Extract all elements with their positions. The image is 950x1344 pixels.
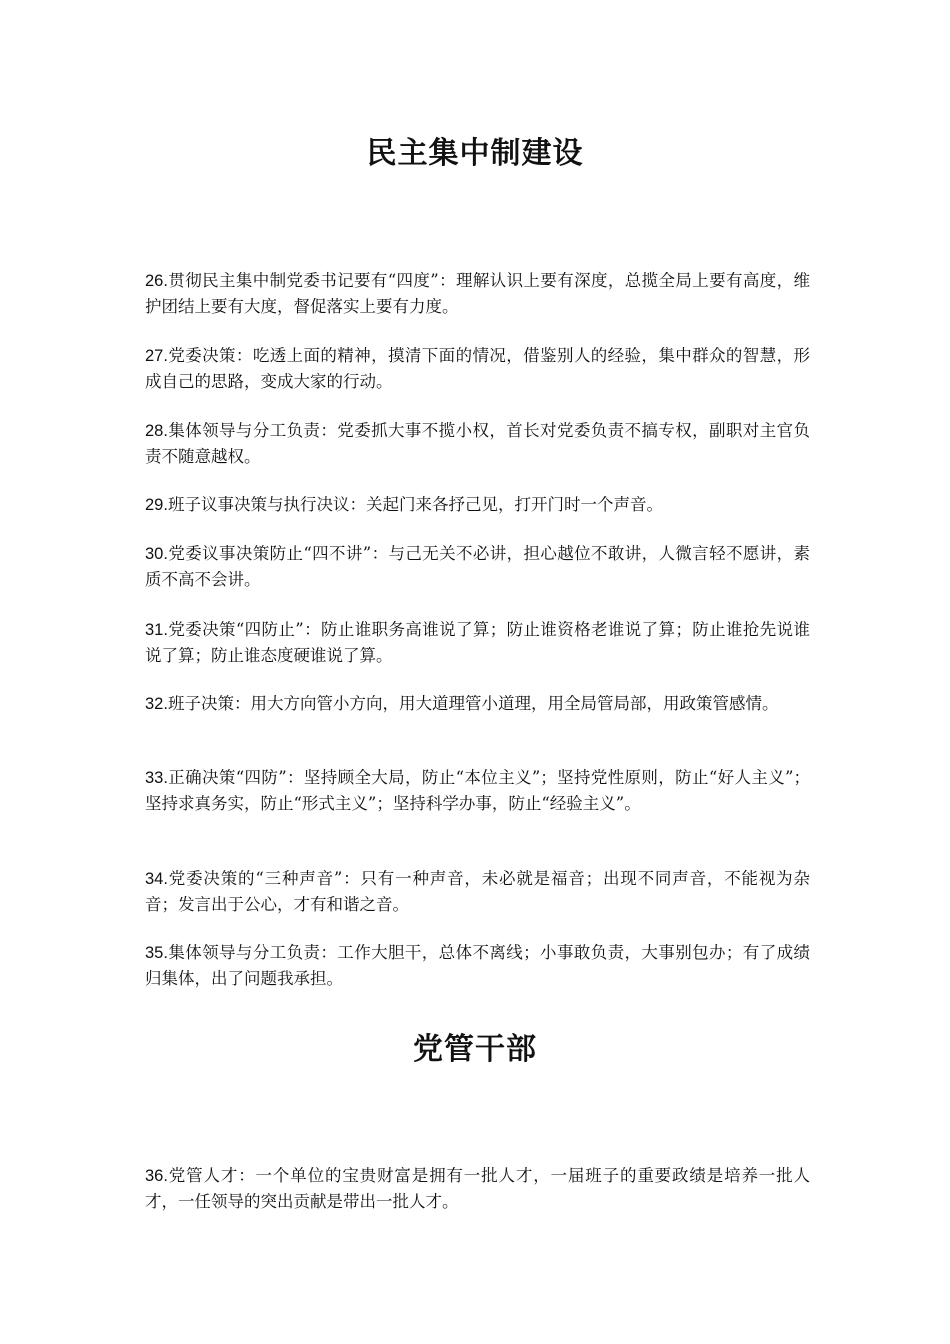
item-number: 33. [145,769,168,787]
item-number: 29. [145,496,168,514]
item-text: 集体领导与分工负责：党委抓大事不揽小权，首长对党委负责不搞专权，副职对主官负责不随意越权。 [145,421,810,466]
item-text: 党委决策：吃透上面的精神，摸清下面的情况，借鉴别人的经验，集中群众的智慧，形成自己的思路，变成大家的行动。 [145,346,810,391]
item-text: 班子决策：用大方向管小方向，用大道理管小道理，用全局管局部，用政策管感情。 [167,694,779,713]
section-title: 党管干部 [413,1032,537,1067]
item-text: 正确决策“四防”：坚持顾全大局，防止“本位主义”；坚持党性原则，防止“好人主义”；坚持求真务实，防止“形式主义”；坚持科学办事，防止“经验主义”。 [145,768,810,813]
item-text: 贯彻民主集中制党委书记要有“四度”：理解认识上要有深度，总揽全局上要有高度，维护团结上要有大度，督促落实上要有力度。 [145,271,810,316]
list-item [145,617,810,669]
item-number: 27. [145,347,168,365]
item-text: 党委议事决策防止“四不讲”：与己无关不必讲，担心越位不敢讲，人微言轻不愿讲，素质不高不会讲。 [145,544,810,589]
list-item [145,343,810,395]
item-text: 集体领导与分工负责：工作大胆干，总体不离线；小事敢负责，大事别包办；有了成绩归集体，出了问题我承担。 [145,943,810,988]
item-text: 党管人才：一个单位的宝贵财富是拥有一批人才，一届班子的重要政绩是培养一批人才，一任领导的突出贡献是带出一批人才。 [145,1166,810,1211]
section-title: 民主集中制建设 [366,136,584,171]
list-item [145,1163,810,1215]
list-item [145,418,810,470]
item-number: 35. [145,944,168,962]
list-item [145,691,810,717]
list-item [145,940,810,992]
item-number: 28. [145,422,168,440]
item-number: 34. [145,870,168,888]
item-number: 31. [145,621,168,639]
item-text: 党委决策“四防止”：防止谁职务高谁说了算；防止谁资格老谁说了算；防止谁抢先说谁说了算；防止谁态度硬谁说了算。 [145,620,810,665]
list-item [145,541,810,593]
list-item [145,492,810,518]
item-text: 班子议事决策与执行决议：关起门来各抒己见，打开门时一个声音。 [167,495,663,514]
item-number: 26. [145,272,168,290]
item-number: 30. [145,545,168,563]
list-item [145,765,810,817]
list-item [145,268,810,320]
item-number: 36. [145,1167,168,1185]
list-item [145,866,810,918]
item-number: 32. [145,695,168,713]
item-text: 党委决策的“三种声音”：只有一种声音，未必就是福音；出现不同声音，不能视为杂音；发言出于公心，才有和谐之音。 [145,869,810,914]
